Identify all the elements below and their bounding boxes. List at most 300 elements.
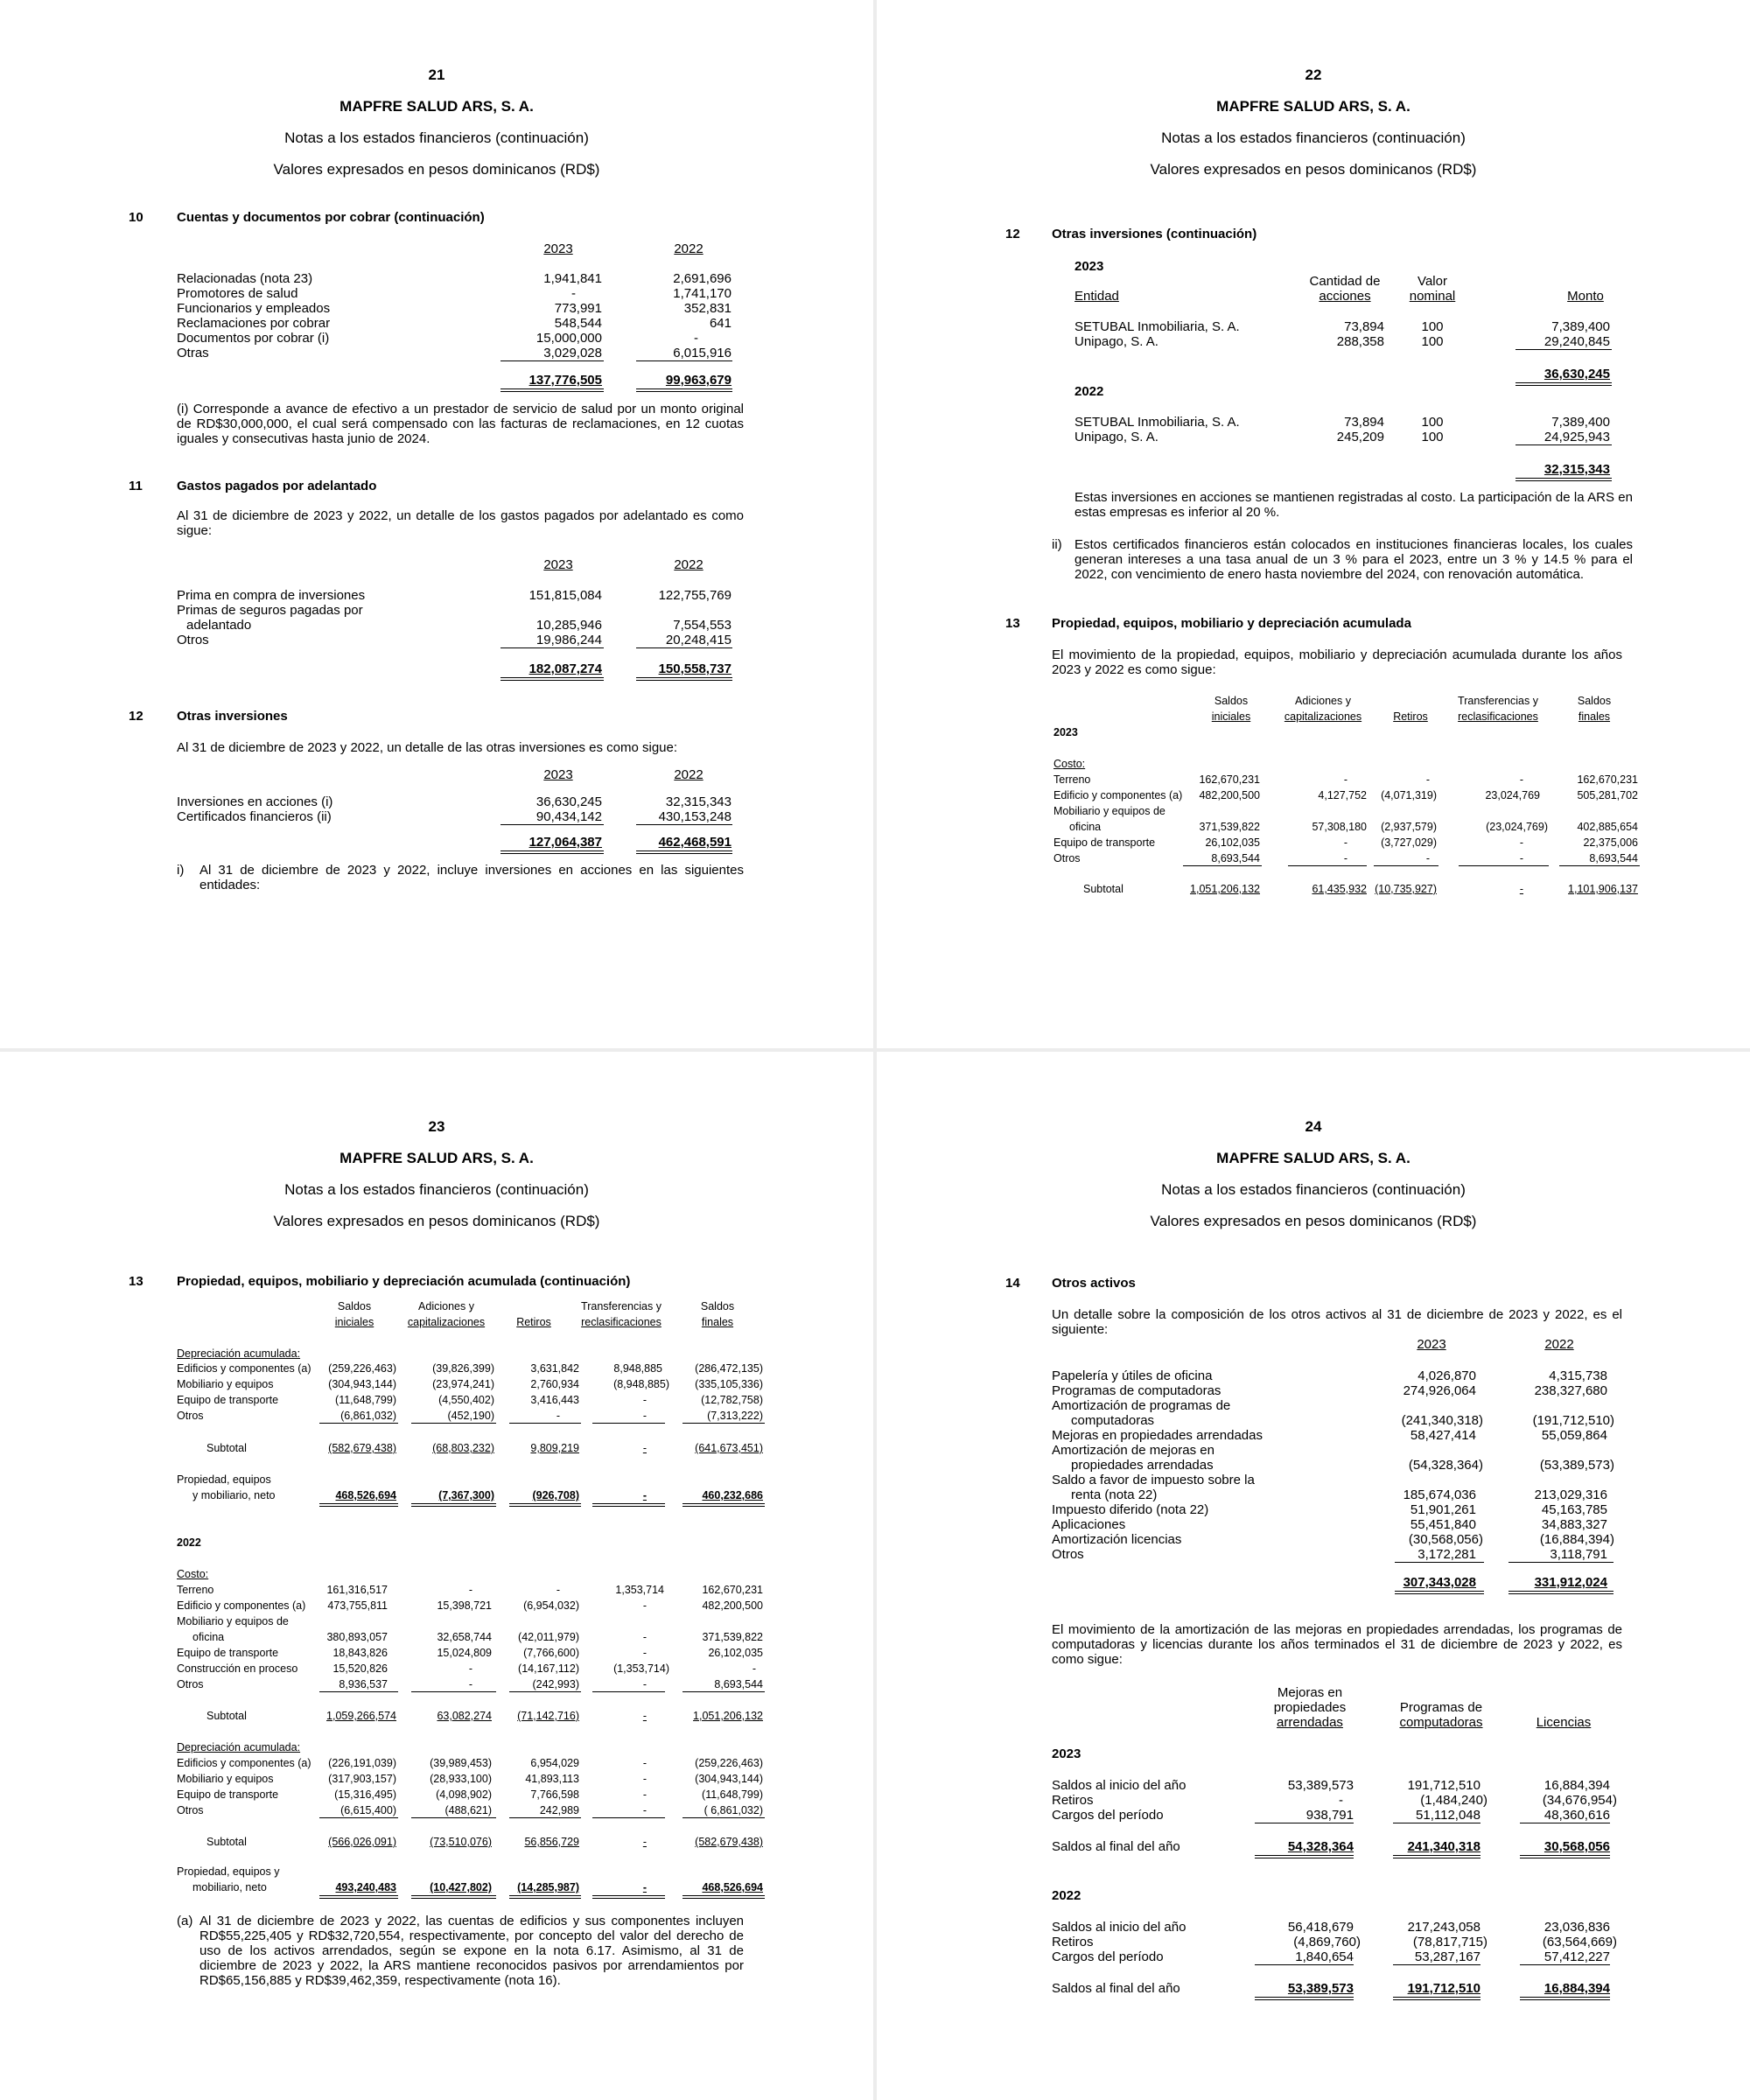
- cell: 7,766,598: [530, 1788, 579, 1801]
- row-label: Mobiliario y equipos de: [177, 1615, 289, 1628]
- cell: -: [468, 1662, 472, 1675]
- col-header: reclasificaciones: [1458, 710, 1538, 723]
- row-label: mobiliario, neto: [192, 1881, 267, 1894]
- row-value: -: [571, 286, 576, 301]
- row-label: Construcción en proceso: [177, 1662, 298, 1675]
- year-label: 2022: [1074, 384, 1104, 399]
- footnote: (i) Corresponde a avance de efectivo a un prestador de servicio de salud por un monto original de RD$30,000,000, el cual será compensado con las facturas de reclamaciones, en 12 cuotas iguales y consecutivas hasta junio de 2024.: [177, 402, 744, 446]
- note-marker: (a): [177, 1914, 193, 1928]
- cell: (304,943,144): [695, 1773, 763, 1785]
- col-header: arrendadas: [1277, 1715, 1343, 1730]
- cell: 16,884,394: [1544, 1778, 1610, 1793]
- cell: -: [1339, 1793, 1343, 1808]
- col-header-2022: 2022: [1544, 1337, 1574, 1352]
- total-value: 32,315,343: [1544, 462, 1610, 477]
- double-rule: [1255, 1855, 1354, 1858]
- cell: (39,989,453): [430, 1757, 492, 1769]
- row-value: 1,941,841: [543, 271, 602, 286]
- footnote: Al 31 de diciembre de 2023 y 2022, las cuentas de edificios y sus componentes incluyen RD$55,225,405 y RD$32,720,554, respectivamente, por concepto del valor del derecho de uso de los activos arrendados, según se expone en la nota 6.17. Asimismo, al 31 de diciembre de 2023 y 2022, la ARS mantiene reconocidos pasivos por arrendamientos por RD$65,156,885 y RD$39,462,359, respectivamente (nota 16).: [200, 1914, 744, 1988]
- col-header-2022: 2022: [674, 557, 704, 572]
- note-title: Cuentas y documentos por cobrar (continuación): [177, 210, 485, 225]
- double-rule: [1520, 1855, 1610, 1858]
- cell: 1,101,906,137: [1568, 883, 1638, 895]
- double-rule: [636, 677, 732, 681]
- rule: [1559, 865, 1640, 866]
- cell: (3,727,029): [1381, 836, 1437, 849]
- cell: 53,287,167: [1414, 1950, 1480, 1964]
- row-label: Subtotal: [206, 1442, 247, 1454]
- row-label: Mobiliario y equipos: [177, 1378, 274, 1390]
- col-header-2022: 2022: [674, 767, 704, 782]
- paragraph: El movimiento de la amortización de las mejoras en propiedades arrendadas, los programas de computadoras y licencias durante los años terminados el 31 de diciembre de 2023 y 2022, es como sigue:: [1052, 1622, 1622, 1667]
- cell: (335,105,336): [695, 1378, 763, 1390]
- rule: [636, 824, 732, 825]
- row-value: 10,285,946: [536, 618, 602, 633]
- nominal: 100: [1421, 430, 1444, 444]
- rule: [1255, 1964, 1354, 1965]
- note-marker: ii): [1052, 537, 1062, 552]
- cell: -: [642, 1600, 647, 1612]
- row-value: 45,163,785: [1541, 1502, 1607, 1517]
- cell: (452,190): [447, 1410, 494, 1422]
- double-rule: [1516, 382, 1612, 386]
- row-label: Propiedad, equipos: [177, 1474, 271, 1486]
- cell: 32,658,744: [437, 1631, 492, 1643]
- cell: 15,520,826: [332, 1662, 388, 1675]
- rule: [682, 1817, 765, 1818]
- cell: -: [642, 1836, 647, 1848]
- col-header: Adiciones y: [1295, 695, 1351, 707]
- row-value: 641: [709, 316, 732, 331]
- cell: (582,679,438): [328, 1442, 396, 1454]
- rule: [500, 360, 604, 361]
- col-header: Saldos: [337, 1300, 372, 1312]
- cell: (566,026,091): [328, 1836, 396, 1848]
- row-label: Subtotal: [206, 1836, 247, 1848]
- cell: 162,670,231: [1577, 774, 1638, 786]
- cell: -: [1425, 852, 1430, 864]
- row-label: adelantado: [186, 618, 252, 633]
- rule: [1520, 1823, 1610, 1824]
- cell: (259,226,463): [328, 1362, 396, 1375]
- total-value: 462,468,591: [658, 835, 732, 850]
- cell: (4,550,402): [438, 1394, 494, 1406]
- page-number: 24: [1305, 1118, 1322, 1135]
- col-header-entity: Entidad: [1074, 289, 1119, 304]
- row-value: 2,691,696: [673, 271, 732, 286]
- rule: [509, 1691, 581, 1692]
- entity-name: SETUBAL Inmobiliaria, S. A.: [1074, 319, 1240, 334]
- row-value: 151,815,084: [528, 588, 602, 603]
- row-value: 51,901,261: [1410, 1502, 1476, 1517]
- cell: 371,539,822: [1199, 821, 1260, 833]
- section-label: Costo:: [1054, 758, 1086, 770]
- page-24: [877, 1052, 1750, 2100]
- cell: 54,328,364: [1287, 1839, 1354, 1854]
- cell: 468,526,694: [702, 1881, 763, 1894]
- col-header: Saldos: [1214, 695, 1249, 707]
- cell: (488,621): [444, 1804, 492, 1816]
- year-label: 2023: [1052, 1746, 1082, 1761]
- cell: (1,484,240): [1420, 1793, 1488, 1808]
- cell: (12,782,758): [701, 1394, 763, 1406]
- row-value: 55,059,864: [1541, 1428, 1607, 1443]
- col-header-2023: 2023: [543, 242, 573, 256]
- double-rule: [509, 1503, 581, 1507]
- row-value: (16,884,394): [1539, 1532, 1614, 1547]
- row-value: 213,029,316: [1534, 1488, 1607, 1502]
- row-label: Retiros: [1052, 1793, 1094, 1808]
- row-value: 352,831: [683, 301, 732, 316]
- double-rule: [319, 1895, 398, 1899]
- rule: [1393, 1823, 1480, 1824]
- cell: 16,884,394: [1544, 1981, 1610, 1996]
- total-value: 150,558,737: [658, 662, 732, 676]
- row-value: 773,991: [554, 301, 602, 316]
- row-value: 185,674,036: [1403, 1488, 1476, 1502]
- row-label: Equipo de transporte: [177, 1394, 279, 1406]
- col-header: finales: [701, 1316, 734, 1328]
- cell: (1,353,714): [613, 1662, 669, 1675]
- year-label: 2023: [1054, 726, 1078, 738]
- cell: (6,861,032): [340, 1410, 396, 1422]
- cell: (8,948,885): [613, 1378, 669, 1390]
- nominal: 100: [1421, 334, 1444, 349]
- col-header: Saldos: [1577, 695, 1612, 707]
- cell: 1,840,654: [1295, 1950, 1354, 1964]
- row-label: Edificios y componentes (a): [177, 1362, 312, 1375]
- cell: 56,856,729: [524, 1836, 579, 1848]
- cell: 41,893,113: [525, 1773, 579, 1785]
- row-label: Aplicaciones: [1052, 1517, 1126, 1532]
- row-label: Mobiliario y equipos de: [1054, 805, 1166, 817]
- cell: 162,670,231: [702, 1584, 763, 1596]
- cell: 57,308,180: [1312, 821, 1367, 833]
- cell: 380,893,057: [326, 1631, 388, 1643]
- footnote: Estos certificados financieros están colocados en instituciones financieras locales, los cuales generan intereses a una tasa anual de un 3 % para el 2023, entre un 3 % y 14.5 % para el 2022, con vencimiento de enero hasta noviembre del 2024, con renovación automática.: [1074, 537, 1633, 582]
- row-value: -: [694, 331, 698, 346]
- col-header: Mejoras en: [1277, 1685, 1343, 1700]
- rule: [592, 1817, 665, 1818]
- row-value: 55,451,840: [1410, 1517, 1476, 1532]
- cell: 8,693,544: [1589, 852, 1638, 864]
- row-value: 19,986,244: [536, 633, 602, 648]
- col-header: Saldos: [700, 1300, 735, 1312]
- row-label: Propiedad, equipos y: [177, 1866, 280, 1878]
- col-header: capitalizaciones: [1284, 710, 1362, 723]
- col-header: reclasificaciones: [581, 1316, 662, 1328]
- page-22: [877, 0, 1750, 1048]
- cell: (11,648,799): [335, 1394, 396, 1406]
- page-subtitle: Notas a los estados financieros (continuación): [284, 130, 589, 146]
- double-rule: [636, 388, 732, 392]
- double-rule: [1516, 478, 1612, 481]
- row-label: Primas de seguros pagadas por: [177, 603, 363, 618]
- cell: (7,766,600): [523, 1647, 579, 1659]
- note-title: Otras inversiones (continuación): [1052, 227, 1257, 242]
- col-header: Retiros: [1393, 710, 1428, 723]
- cell: (582,679,438): [695, 1836, 763, 1848]
- row-label: Otros: [177, 1804, 204, 1816]
- cell: 6,954,029: [530, 1757, 579, 1769]
- cell: (304,943,144): [328, 1378, 396, 1390]
- row-label: Amortización de programas de: [1052, 1398, 1231, 1413]
- col-header-2023: 2023: [543, 767, 573, 782]
- row-label: Inversiones en acciones (i): [177, 794, 333, 809]
- cell: 8,693,544: [714, 1678, 763, 1690]
- rule: [1459, 865, 1549, 866]
- row-value: 15,000,000: [536, 331, 602, 346]
- cell: (63,564,669): [1542, 1935, 1617, 1950]
- rule: [682, 1691, 765, 1692]
- row-label: Cargos del período: [1052, 1808, 1164, 1823]
- row-label: Programas de computadoras: [1052, 1383, 1222, 1398]
- double-rule: [592, 1895, 665, 1899]
- row-label: Amortización licencias: [1052, 1532, 1182, 1547]
- double-rule: [319, 1503, 398, 1507]
- row-value: (53,389,573): [1539, 1458, 1614, 1473]
- company-name: MAPFRE SALUD ARS, S. A.: [1216, 1150, 1410, 1166]
- double-rule: [682, 1503, 765, 1507]
- rule: [1508, 1562, 1614, 1563]
- double-rule: [411, 1503, 496, 1507]
- page-number: 21: [428, 66, 445, 83]
- col-header: Transferencias y: [1458, 695, 1538, 707]
- row-label: Reclamaciones por cobrar: [177, 316, 331, 331]
- row-label: Saldos al final del año: [1052, 1839, 1180, 1854]
- cell: (71,142,716): [517, 1710, 579, 1722]
- row-value: 274,926,064: [1403, 1383, 1476, 1398]
- row-label: Equipo de transporte: [1054, 836, 1156, 849]
- cell: 1,059,266,574: [326, 1710, 396, 1722]
- rule: [592, 1423, 665, 1424]
- cell: 22,375,006: [1583, 836, 1638, 849]
- page-subtitle: Notas a los estados financieros (continuación): [1161, 130, 1466, 146]
- cell: (39,826,399): [432, 1362, 494, 1375]
- double-rule: [500, 677, 604, 681]
- row-label: Edificio y componentes (a): [1054, 789, 1183, 802]
- rule: [682, 1423, 765, 1424]
- cell: 23,036,836: [1544, 1920, 1610, 1935]
- rule: [509, 1817, 581, 1818]
- cell: 8,936,537: [339, 1678, 388, 1690]
- row-label: computadoras: [1071, 1413, 1155, 1428]
- cell: -: [1425, 774, 1430, 786]
- cell: 18,843,826: [332, 1647, 388, 1659]
- nominal: 100: [1421, 319, 1444, 334]
- row-label: Edificio y componentes (a): [177, 1600, 306, 1612]
- cell: 505,281,702: [1577, 789, 1638, 802]
- row-value: 4,315,738: [1549, 1368, 1607, 1383]
- cell: 1,353,714: [615, 1584, 664, 1596]
- col-header-amount: Monto: [1567, 289, 1604, 304]
- cell: -: [556, 1410, 560, 1422]
- total-value: 182,087,274: [528, 662, 602, 676]
- entity-name: Unipago, S. A.: [1074, 334, 1158, 349]
- note-number: 10: [129, 210, 144, 225]
- cell: -: [642, 1410, 647, 1422]
- rule: [509, 1423, 581, 1424]
- note-title: Propiedad, equipos, mobiliario y depreciación acumulada: [1052, 616, 1411, 631]
- row-value: 7,554,553: [673, 618, 732, 633]
- note-marker: i): [177, 863, 185, 878]
- row-label: Otros: [177, 1410, 204, 1422]
- cell: (926,708): [532, 1489, 579, 1502]
- cell: 493,240,483: [335, 1881, 396, 1894]
- row-label: Otros: [177, 1678, 204, 1690]
- cell: 938,791: [1306, 1808, 1354, 1823]
- cell: (6,954,032): [523, 1600, 579, 1612]
- row-label: Equipo de transporte: [177, 1647, 279, 1659]
- rule: [319, 1817, 398, 1818]
- cell: -: [468, 1678, 472, 1690]
- total-value: 127,064,387: [528, 835, 602, 850]
- cell: 3,416,443: [530, 1394, 579, 1406]
- total-value: 99,963,679: [665, 373, 732, 388]
- rule: [500, 824, 604, 825]
- row-label: Saldo a favor de impuesto sobre la: [1052, 1473, 1255, 1488]
- cell: 26,102,035: [708, 1647, 763, 1659]
- row-label: propiedades arrendadas: [1071, 1458, 1214, 1473]
- col-header: Cantidad de: [1309, 274, 1381, 289]
- row-label: Impuesto diferido (nota 22): [1052, 1502, 1209, 1517]
- page-subtitle: Notas a los estados financieros (continuación): [1161, 1181, 1466, 1198]
- row-label: renta (nota 22): [1071, 1488, 1158, 1502]
- cell: 61,435,932: [1312, 883, 1367, 895]
- cell: 57,412,227: [1544, 1950, 1610, 1964]
- cell: (10,735,927): [1375, 883, 1437, 895]
- double-rule: [1508, 1591, 1614, 1594]
- cell: (34,676,954): [1542, 1793, 1617, 1808]
- row-value: (30,568,056): [1408, 1532, 1483, 1547]
- cell: -: [468, 1584, 472, 1596]
- cell: 162,670,231: [1199, 774, 1260, 786]
- cell: -: [642, 1804, 647, 1816]
- currency-note: Valores expresados en pesos dominicanos (RD$): [1150, 161, 1477, 178]
- col-header: Valor: [1418, 274, 1447, 289]
- note-number: 13: [1005, 616, 1020, 631]
- cell: 241,340,318: [1407, 1839, 1480, 1854]
- rule: [1288, 865, 1367, 866]
- row-label: Edificios y componentes (a): [177, 1757, 312, 1769]
- cell: (73,510,076): [430, 1836, 492, 1848]
- cell: -: [642, 1394, 647, 1406]
- row-value: 32,315,343: [665, 794, 732, 809]
- row-label: Saldos al inicio del año: [1052, 1778, 1186, 1793]
- row-label: Prima en compra de inversiones: [177, 588, 366, 603]
- cell: 460,232,686: [702, 1489, 763, 1502]
- row-label: Equipo de transporte: [177, 1788, 279, 1801]
- col-header: Retiros: [516, 1316, 551, 1328]
- cell: -: [1343, 852, 1348, 864]
- row-value: 430,153,248: [658, 809, 732, 824]
- note-intro: El movimiento de la propiedad, equipos, mobiliario y depreciación acumulada durante los años 2023 y 2022 es como sigue:: [1052, 648, 1622, 677]
- rule: [1374, 865, 1438, 866]
- row-label: Otros: [1054, 852, 1081, 864]
- rule: [411, 1817, 496, 1818]
- col-header: Adiciones y: [418, 1300, 474, 1312]
- cell: (23,974,241): [432, 1378, 494, 1390]
- note-title: Otros activos: [1052, 1276, 1136, 1291]
- row-value: 58,427,414: [1410, 1428, 1476, 1443]
- company-name: MAPFRE SALUD ARS, S. A.: [340, 98, 534, 115]
- amount: 7,389,400: [1551, 415, 1610, 430]
- col-header: finales: [1578, 710, 1611, 723]
- page-21: [0, 0, 873, 1048]
- col-header: computadoras: [1399, 1715, 1483, 1730]
- cell: -: [1519, 836, 1523, 849]
- rule: [411, 1423, 496, 1424]
- note-number: 12: [1005, 227, 1020, 242]
- row-label: Subtotal: [206, 1710, 247, 1722]
- note-title: Gastos pagados por adelantado: [177, 479, 377, 494]
- rule: [636, 360, 732, 361]
- row-value: 548,544: [554, 316, 602, 331]
- cell: 48,360,616: [1544, 1808, 1610, 1823]
- rule: [1516, 349, 1612, 350]
- cell: (23,024,769): [1486, 821, 1548, 833]
- row-label: Otros: [177, 633, 209, 648]
- double-rule: [500, 388, 604, 392]
- cell: (2,937,579): [1381, 821, 1437, 833]
- year-label: 2022: [177, 1536, 201, 1549]
- cell: (78,817,715): [1412, 1935, 1488, 1950]
- cell: (14,285,987): [517, 1881, 579, 1894]
- cell: 2,760,934: [530, 1378, 579, 1390]
- note-number: 14: [1005, 1276, 1020, 1291]
- cell: 473,755,811: [327, 1600, 388, 1612]
- note-number: 13: [129, 1274, 144, 1289]
- total-value: 331,912,024: [1534, 1575, 1607, 1590]
- row-value: (191,712,510): [1532, 1413, 1614, 1428]
- section-label: Costo:: [177, 1568, 209, 1580]
- col-header: Transferencias y: [581, 1300, 662, 1312]
- cell: 217,243,058: [1407, 1920, 1480, 1935]
- cell: -: [642, 1631, 647, 1643]
- row-value: 3,118,791: [1550, 1547, 1607, 1562]
- col-header: Licencias: [1536, 1715, 1592, 1730]
- row-label: Saldos al final del año: [1052, 1981, 1180, 1996]
- row-label: Relacionadas (nota 23): [177, 271, 313, 286]
- col-header: capitalizaciones: [407, 1316, 486, 1328]
- cell: (4,869,760): [1293, 1935, 1361, 1950]
- section-label: Depreciación acumulada:: [177, 1348, 301, 1360]
- rule: [1255, 1823, 1354, 1824]
- page-number: 23: [428, 1118, 445, 1135]
- rule: [319, 1691, 398, 1692]
- cell: (259,226,463): [695, 1757, 763, 1769]
- col-header: acciones: [1319, 289, 1371, 304]
- row-label: Saldos al inicio del año: [1052, 1920, 1186, 1935]
- cell: -: [642, 1647, 647, 1659]
- double-rule: [592, 1503, 665, 1507]
- col-header: Programas de: [1399, 1700, 1483, 1715]
- cell: -: [642, 1442, 647, 1454]
- row-label: Promotores de salud: [177, 286, 298, 301]
- cell: (286,472,135): [695, 1362, 763, 1375]
- page-number: 22: [1305, 66, 1322, 83]
- shares: 73,894: [1344, 319, 1384, 334]
- cell: 161,316,517: [326, 1584, 388, 1596]
- cell: -: [556, 1584, 560, 1596]
- amount: 7,389,400: [1551, 319, 1610, 334]
- total-value: 307,343,028: [1403, 1575, 1476, 1590]
- page-subtitle: Notas a los estados financieros (continuación): [284, 1181, 589, 1198]
- cell: 402,885,654: [1577, 821, 1638, 833]
- row-label: Mobiliario y equipos: [177, 1773, 274, 1785]
- cell: -: [642, 1788, 647, 1801]
- double-rule: [509, 1895, 581, 1899]
